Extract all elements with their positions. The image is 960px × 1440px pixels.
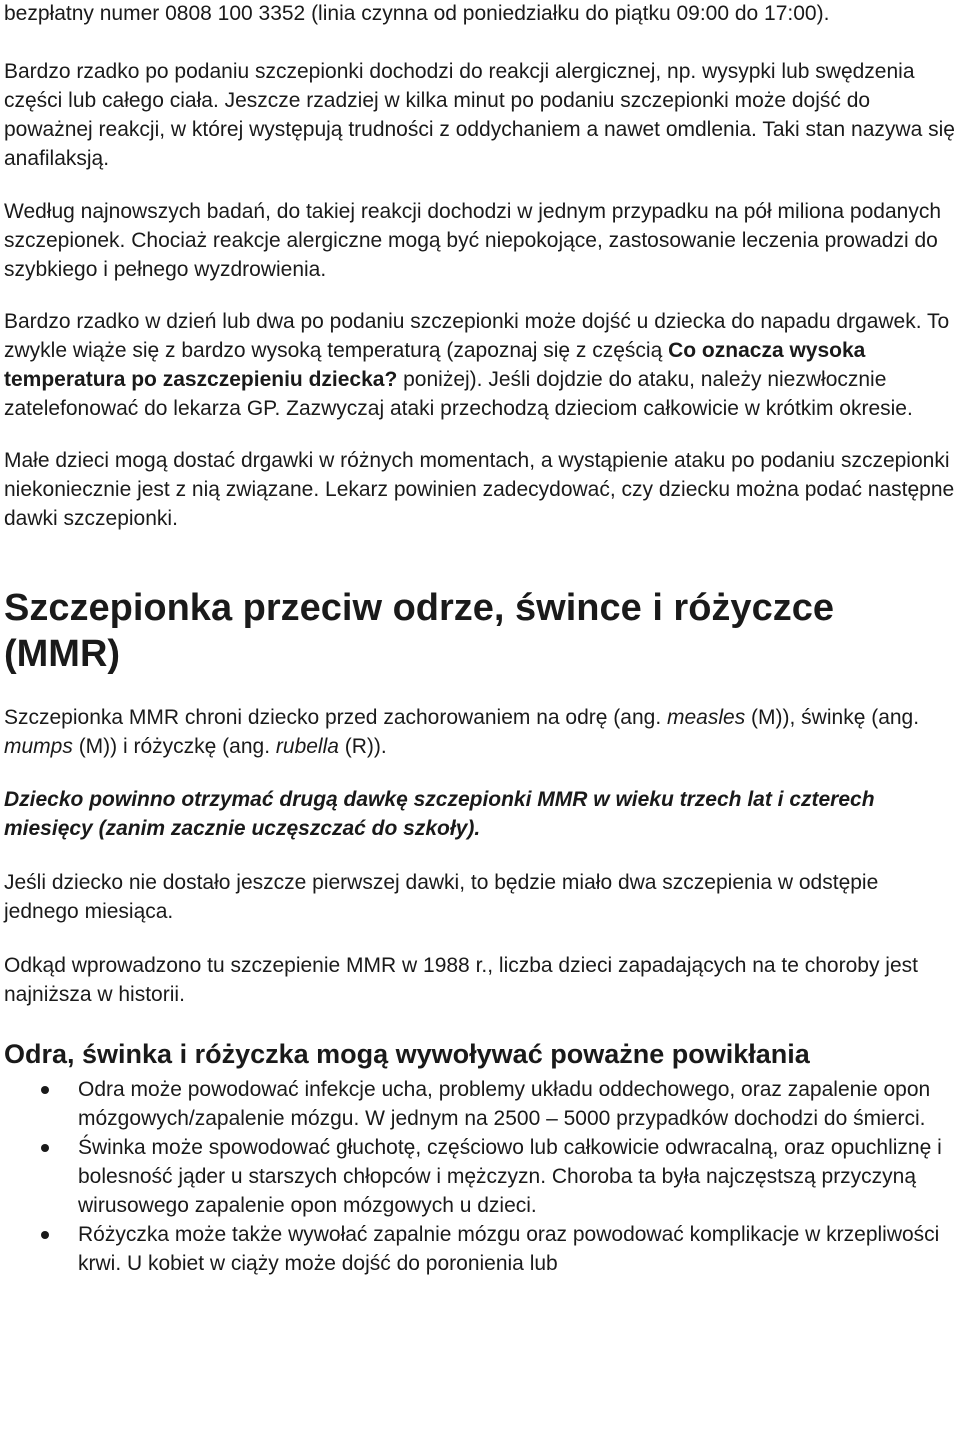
allergy-paragraph: Bardzo rzadko po podaniu szczepionki dochodzi do reakcji alergicznej, np. wysypki lub swędzenia części lub całego ciała. Jeszcze rzadziej w kilka minut po podaniu szczepionki może dojść do poważnej reakcji, w której występują trudności z oddychaniem a nawet omdlenia. Taki stan nazywa się anafilaksją.: [4, 60, 955, 170]
document-page: [4, 0, 958, 1278]
complications-heading: Odra, świnka i różyczka mogą wywoływać poważne powikłania: [4, 1039, 810, 1069]
seizure-text-end: poniżej). Jeśli dojdzie do ataku, należy niezwłocznie zatelefonować do lekarza GP. Zazwyczaj ataki przechodzą dzieciom całkowicie w krótkim okresie.: [4, 368, 913, 420]
mmr-intro-text-2: (M)), świnkę (ang.: [745, 706, 920, 729]
mmr-intro-text-4: (R)).: [338, 735, 387, 758]
list-item: [4, 1075, 958, 1133]
helpline-paragraph: bezpłatny numer 0808 100 3352 (linia czynna od poniedziałku do piątku 09:00 do 17:00).: [4, 2, 830, 25]
bullet-icon: [41, 1231, 49, 1239]
seizure-paragraph: [4, 307, 958, 423]
bullet-icon: [41, 1086, 49, 1094]
list-item: [4, 1220, 958, 1278]
mmr-intro-paragraph: [4, 703, 958, 761]
measles-term: measles: [667, 706, 746, 729]
rubella-term: rubella: [275, 735, 339, 758]
mumps-term: mumps: [4, 735, 73, 758]
mmr-history-paragraph: Odkąd wprowadzono tu szczepienie MMR w 1988 r., liczba dzieci zapadających na te choroby jest najniższa w historii.: [4, 954, 918, 1006]
seizure-text-start: Bardzo rzadko w dzień lub dwa po podaniu szczepionki może dojść u dziecka do napadu drgawek. To zwykle wiąże się z bardzo wysoką temperaturą (zapoznaj się z częścią: [4, 310, 950, 362]
second-dose-notice: Dziecko powinno otrzymać drugą dawkę szczepionki MMR w wieku trzech lat i czterech miesięcy (zanim zacznie uczęszczać do szkoły).: [4, 788, 875, 840]
measles-complications-text: Odra może powodować infekcje ucha, problemy układu oddechowego, oraz zapalenie opon mózgowych/zapalenie mózgu. W jednym na 2500 – 5000 przypadków dochodzi do śmierci.: [78, 1078, 931, 1130]
fever-section-reference: Co oznacza wysoka temperatura po zaszczepieniu dziecka?: [4, 339, 866, 391]
bullet-icon: [41, 1144, 49, 1152]
mmr-section-heading: Szczepionka przeciw odrze, śwince i różyczce (MMR): [4, 587, 834, 675]
seizure-followup-paragraph: Małe dzieci mogą dostać drgawki w różnych momentach, a wystąpienie ataku po podaniu szczepionki niekoniecznie jest z nią związane. Lekarz powinien zadecydować, czy dziecku można podać następne dawki szczepionki.: [4, 449, 955, 530]
complications-list: [4, 1075, 958, 1278]
study-paragraph: Według najnowszych badań, do takiej reakcji dochodzi w jednym przypadku na pół miliona podanych szczepionek. Chociaż reakcje alergiczne mogą być niepokojące, zastosowanie leczenia prowadzi do szybkiego i pełnego wyzdrowienia.: [4, 200, 941, 281]
rubella-complications-text: Różyczka może także wywołać zapalnie mózgu oraz powodować komplikacje w krzepliwości krwi. U kobiet w ciąży może dojść do poronienia lub: [78, 1223, 940, 1275]
mumps-complications-text: Świnka może spowodować głuchotę, częściowo lub całkowicie odwracalną, oraz opuchliznę i bolesność jąder u starszych chłopców i mężczyzn. Choroba ta była najczęstszą przyczyną wirusowego zapalenie opon mózgowych u dzieci.: [78, 1136, 942, 1217]
first-dose-paragraph: Jeśli dziecko nie dostało jeszcze pierwszej dawki, to będzie miało dwa szczepienia w odstępie jednego miesiąca.: [4, 871, 879, 923]
mmr-intro-text-3: (M)) i różyczkę (ang.: [72, 735, 276, 758]
mmr-intro-text-1: Szczepionka MMR chroni dziecko przed zachorowaniem na odrę (ang.: [4, 706, 667, 729]
list-item: [4, 1133, 958, 1220]
